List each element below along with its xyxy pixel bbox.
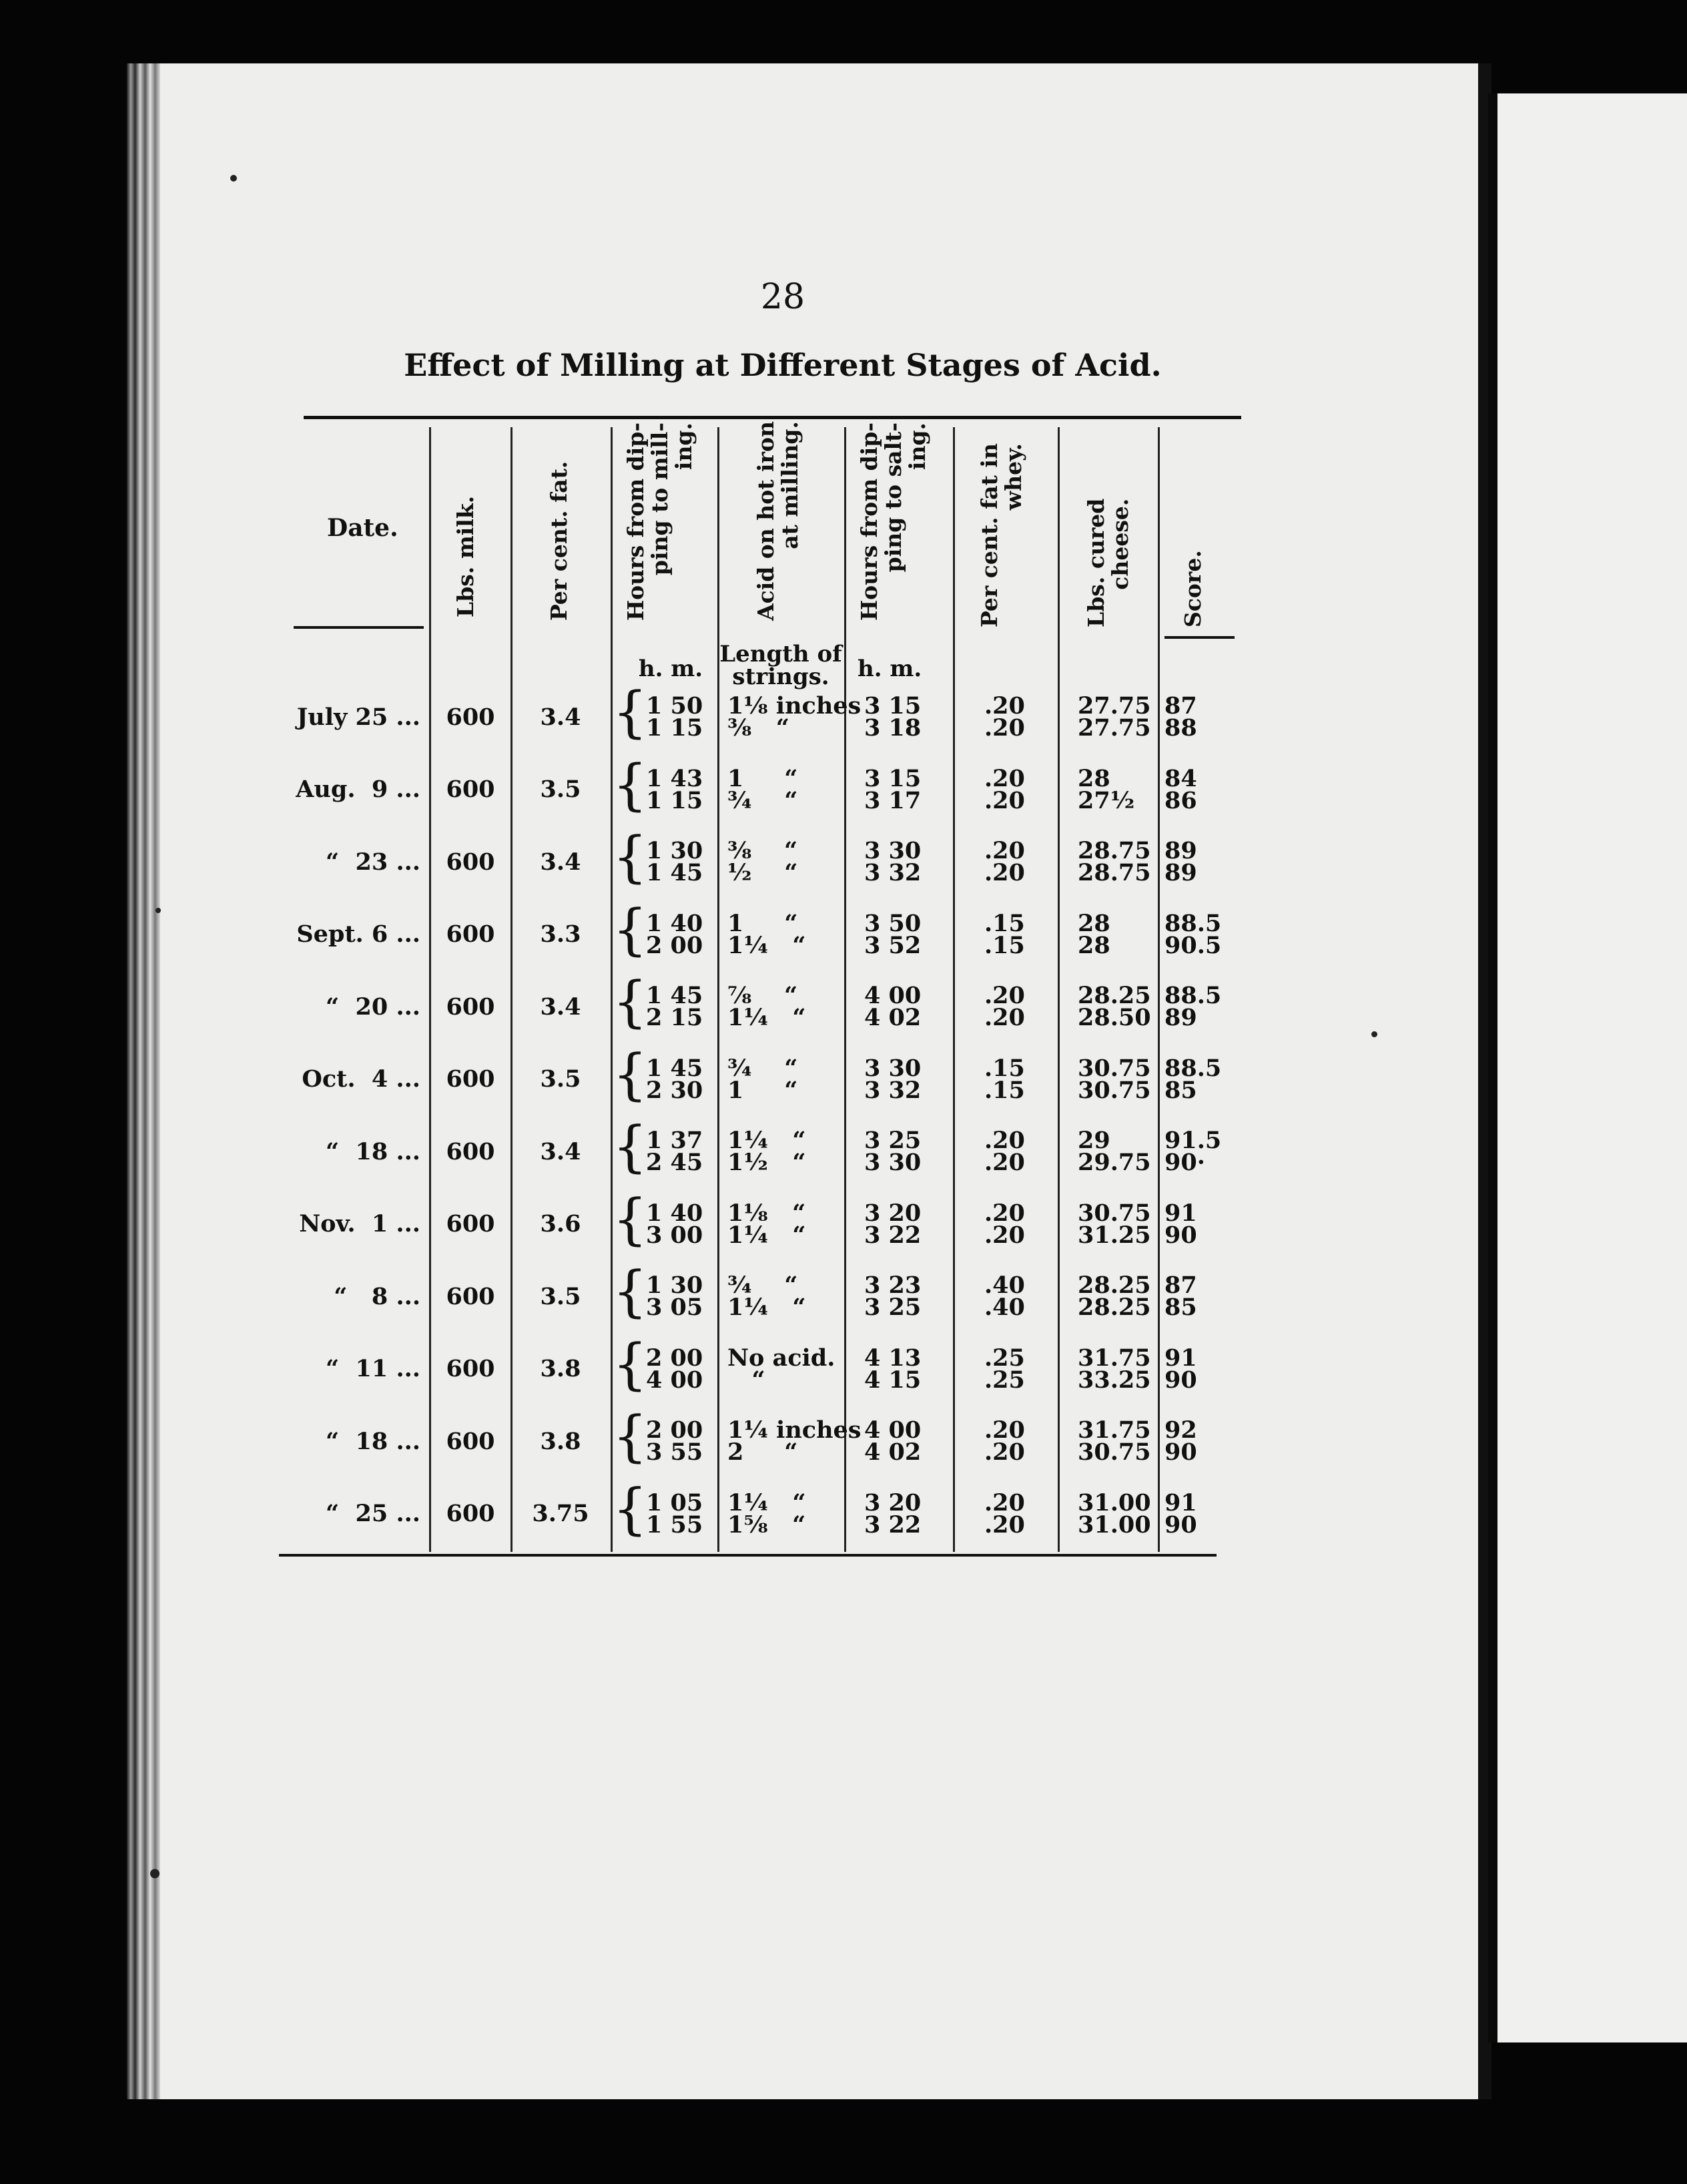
row-hours-to-salting: 3 52 bbox=[864, 931, 922, 959]
row-fat-in-whey: .20 bbox=[984, 714, 1025, 742]
row-hours-to-milling: 2 30 bbox=[646, 1076, 703, 1104]
header-lbs-cured-cheese: Lbs. cured cheese. bbox=[1083, 498, 1133, 627]
row-hours-to-salting: 3 20 bbox=[864, 1488, 922, 1517]
row-hours-to-milling: 1 37 bbox=[646, 1127, 703, 1154]
row-fat-in-whey: .20 bbox=[984, 837, 1025, 864]
row-score: 91 bbox=[1164, 1199, 1197, 1227]
row-lbs-cured-cheese: 28 bbox=[1078, 764, 1110, 792]
row-hours-to-salting: 4 15 bbox=[864, 1366, 922, 1394]
row-hours-to-milling: 1 43 bbox=[646, 764, 703, 792]
row-lbs-milk: 600 bbox=[446, 1210, 495, 1238]
row-date: “ 11 ... bbox=[326, 1355, 420, 1382]
row-lbs-cured-cheese: 30.75 bbox=[1078, 1199, 1151, 1227]
row-lbs-cured-cheese: 33.25 bbox=[1078, 1366, 1151, 1394]
row-hours-to-milling: 3 00 bbox=[646, 1221, 703, 1249]
row-fat-in-whey: .20 bbox=[984, 1004, 1025, 1031]
row-acid-strings: 1¼ “ bbox=[727, 1488, 806, 1517]
header-date: Date. bbox=[327, 514, 398, 542]
row-lbs-milk: 600 bbox=[446, 1427, 495, 1455]
row-acid-strings: 1 “ bbox=[727, 764, 798, 792]
row-date: Nov. 1 ... bbox=[299, 1210, 420, 1238]
row-lbs-cured-cheese: 28 bbox=[1078, 909, 1110, 937]
row-date: “ 18 ... bbox=[326, 1427, 420, 1455]
row-hours-to-salting: 4 02 bbox=[864, 1438, 922, 1466]
row-date: Sept. 6 ... bbox=[296, 920, 420, 948]
row-lbs-cured-cheese: 31.75 bbox=[1078, 1416, 1151, 1444]
row-hours-to-milling: 1 30 bbox=[646, 837, 703, 864]
row-lbs-cured-cheese: 28 bbox=[1078, 931, 1110, 959]
table-top-rule bbox=[304, 416, 1241, 419]
row-acid-strings: 1¼ inches bbox=[727, 1416, 862, 1444]
table-title: Effect of Milling at Different Stages of Acid. bbox=[404, 347, 1162, 383]
row-brace: { bbox=[613, 826, 648, 889]
row-score: 90 bbox=[1164, 1438, 1197, 1466]
row-brace: { bbox=[613, 1332, 648, 1396]
row-brace: { bbox=[613, 1115, 648, 1179]
row-score: 88.5 bbox=[1164, 909, 1222, 937]
row-lbs-milk: 600 bbox=[446, 1137, 495, 1165]
row-date: “ 8 ... bbox=[334, 1282, 420, 1310]
row-lbs-cured-cheese: 31.00 bbox=[1078, 1511, 1151, 1539]
row-per-cent-fat: 3.5 bbox=[540, 1282, 581, 1310]
date-header-rule bbox=[294, 626, 424, 629]
row-date: July 25 ... bbox=[296, 703, 420, 731]
row-fat-in-whey: .20 bbox=[984, 1511, 1025, 1539]
row-fat-in-whey: .15 bbox=[984, 1076, 1025, 1104]
row-score: 85 bbox=[1164, 1076, 1197, 1104]
row-brace: { bbox=[613, 1477, 648, 1541]
row-acid-strings: 1⅛ inches bbox=[727, 692, 862, 720]
row-score: 90 bbox=[1164, 1366, 1197, 1394]
row-score: 84 bbox=[1164, 764, 1197, 792]
row-lbs-cured-cheese: 29 bbox=[1078, 1127, 1110, 1154]
row-hours-to-milling: 1 45 bbox=[646, 859, 703, 886]
scan-speck bbox=[150, 1869, 159, 1878]
row-acid-strings: ¾ “ bbox=[727, 1272, 798, 1299]
row-lbs-cured-cheese: 28.50 bbox=[1078, 1004, 1151, 1031]
row-fat-in-whey: .20 bbox=[984, 786, 1025, 814]
row-hours-to-salting: 4 13 bbox=[864, 1344, 922, 1372]
row-hours-to-salting: 3 23 bbox=[864, 1272, 922, 1299]
row-score: 86 bbox=[1164, 786, 1197, 814]
row-date: “ 23 ... bbox=[326, 848, 420, 876]
row-hours-to-milling: 1 40 bbox=[646, 909, 703, 937]
row-lbs-milk: 600 bbox=[446, 1355, 495, 1382]
row-acid-strings: 1⅛ “ bbox=[727, 1199, 806, 1227]
row-brace: { bbox=[613, 753, 648, 817]
row-acid-strings: 1⅝ “ bbox=[727, 1511, 806, 1539]
row-acid-strings: “ bbox=[727, 1366, 765, 1394]
row-score: 87 bbox=[1164, 1272, 1197, 1299]
row-acid-strings: 1 “ bbox=[727, 909, 798, 937]
page-number: 28 bbox=[760, 277, 805, 317]
row-hours-to-milling: 2 00 bbox=[646, 1344, 703, 1372]
row-acid-strings: 1¼ “ bbox=[727, 1127, 806, 1154]
row-hours-to-milling: 2 15 bbox=[646, 1004, 703, 1031]
row-lbs-milk: 600 bbox=[446, 848, 495, 876]
header-hours-to-milling: Hours from dip- ping to mill- ing. bbox=[623, 422, 697, 621]
col-sep-8 bbox=[1158, 427, 1160, 1552]
row-score: 89 bbox=[1164, 859, 1197, 886]
subheader-h-m-salting: h. m. bbox=[858, 655, 922, 682]
row-score: 89 bbox=[1164, 1004, 1197, 1031]
row-fat-in-whey: .20 bbox=[984, 1488, 1025, 1517]
row-hours-to-milling: 2 00 bbox=[646, 931, 703, 959]
row-hours-to-salting: 3 50 bbox=[864, 909, 922, 937]
row-fat-in-whey: .15 bbox=[984, 931, 1025, 959]
row-hours-to-salting: 3 22 bbox=[864, 1221, 922, 1249]
row-score: 90 bbox=[1164, 1511, 1197, 1539]
header-per-cent-fat: Per cent. fat. bbox=[546, 461, 572, 621]
row-fat-in-whey: .15 bbox=[984, 1054, 1025, 1082]
row-brace: { bbox=[613, 1043, 648, 1107]
row-hours-to-milling: 1 05 bbox=[646, 1488, 703, 1517]
row-lbs-cured-cheese: 27.75 bbox=[1078, 714, 1151, 742]
row-brace: { bbox=[613, 1260, 648, 1324]
row-lbs-cured-cheese: 30.75 bbox=[1078, 1076, 1151, 1104]
row-per-cent-fat: 3.8 bbox=[540, 1355, 581, 1382]
row-acid-strings: ⅞ “ bbox=[727, 982, 798, 1009]
row-score: 91 bbox=[1164, 1344, 1197, 1372]
row-lbs-milk: 600 bbox=[446, 776, 495, 803]
scan-speck bbox=[230, 175, 237, 182]
header-acid-hot-iron: Acid on hot iron at milling. bbox=[753, 421, 803, 621]
score-header-rule bbox=[1164, 636, 1235, 639]
row-hours-to-milling: 1 45 bbox=[646, 982, 703, 1009]
row-fat-in-whey: .25 bbox=[984, 1366, 1025, 1394]
row-lbs-cured-cheese: 28.75 bbox=[1078, 859, 1151, 886]
row-lbs-cured-cheese: 31.75 bbox=[1078, 1344, 1151, 1372]
row-hours-to-salting: 3 25 bbox=[864, 1294, 922, 1321]
row-score: 88 bbox=[1164, 714, 1197, 742]
row-lbs-cured-cheese: 27½ bbox=[1078, 786, 1135, 814]
row-fat-in-whey: .20 bbox=[984, 982, 1025, 1009]
row-score: 91 bbox=[1164, 1488, 1197, 1517]
row-fat-in-whey: .20 bbox=[984, 764, 1025, 792]
row-lbs-milk: 600 bbox=[446, 993, 495, 1021]
row-score: 89 bbox=[1164, 837, 1197, 864]
row-score: 92 bbox=[1164, 1416, 1197, 1444]
row-fat-in-whey: .20 bbox=[984, 1149, 1025, 1176]
row-per-cent-fat: 3.8 bbox=[540, 1427, 581, 1455]
row-date: “ 25 ... bbox=[326, 1500, 420, 1527]
row-hours-to-milling: 1 50 bbox=[646, 692, 703, 720]
row-fat-in-whey: .40 bbox=[984, 1294, 1025, 1321]
row-lbs-cured-cheese: 31.00 bbox=[1078, 1488, 1151, 1517]
col-sep-4 bbox=[717, 427, 719, 1552]
row-acid-strings: 1¼ “ bbox=[727, 1004, 806, 1031]
row-acid-strings: 1¼ “ bbox=[727, 1221, 806, 1249]
row-hours-to-salting: 3 20 bbox=[864, 1199, 922, 1227]
row-acid-strings: ⅜ “ bbox=[727, 714, 789, 742]
header-lbs-milk: Lbs. milk. bbox=[452, 495, 478, 617]
scan-speck bbox=[155, 908, 161, 913]
row-fat-in-whey: .25 bbox=[984, 1344, 1025, 1372]
row-hours-to-milling: 1 15 bbox=[646, 786, 703, 814]
row-acid-strings: 1¼ “ bbox=[727, 931, 806, 959]
row-score: 88.5 bbox=[1164, 982, 1222, 1009]
row-lbs-cured-cheese: 28.75 bbox=[1078, 837, 1151, 864]
row-hours-to-salting: 4 02 bbox=[864, 1004, 922, 1031]
row-hours-to-milling: 1 40 bbox=[646, 1199, 703, 1227]
row-hours-to-salting: 3 18 bbox=[864, 714, 922, 742]
row-score: 87 bbox=[1164, 692, 1197, 720]
row-hours-to-milling: 1 30 bbox=[646, 1272, 703, 1299]
row-date: Oct. 4 ... bbox=[302, 1065, 420, 1093]
row-score: 85 bbox=[1164, 1294, 1197, 1321]
row-lbs-cured-cheese: 27.75 bbox=[1078, 692, 1151, 720]
row-acid-strings: ¾ “ bbox=[727, 1054, 798, 1082]
row-score: 91.5 bbox=[1164, 1127, 1222, 1154]
header-score: Score. bbox=[1180, 550, 1206, 627]
row-date: “ 20 ... bbox=[326, 993, 420, 1021]
col-sep-6 bbox=[953, 427, 955, 1552]
row-hours-to-salting: 3 17 bbox=[864, 786, 922, 814]
row-fat-in-whey: .40 bbox=[984, 1272, 1025, 1299]
facing-page-edge bbox=[1488, 93, 1687, 2042]
row-brace: { bbox=[613, 971, 648, 1034]
row-hours-to-salting: 3 22 bbox=[864, 1511, 922, 1539]
row-lbs-milk: 600 bbox=[446, 1500, 495, 1527]
row-hours-to-salting: 3 30 bbox=[864, 1149, 922, 1176]
row-lbs-cured-cheese: 28.25 bbox=[1078, 1272, 1151, 1299]
row-hours-to-milling: 2 45 bbox=[646, 1149, 703, 1176]
row-per-cent-fat: 3.5 bbox=[540, 776, 581, 803]
col-sep-7 bbox=[1058, 427, 1060, 1552]
row-hours-to-milling: 1 55 bbox=[646, 1511, 703, 1539]
row-acid-strings: 1½ “ bbox=[727, 1149, 806, 1176]
row-date: Aug. 9 ... bbox=[296, 776, 420, 803]
row-lbs-cured-cheese: 29.75 bbox=[1078, 1149, 1151, 1176]
row-hours-to-milling: 1 15 bbox=[646, 714, 703, 742]
row-hours-to-salting: 4 00 bbox=[864, 982, 922, 1009]
row-acid-strings: ¾ “ bbox=[727, 786, 798, 814]
table-bottom-rule bbox=[279, 1554, 1217, 1557]
row-lbs-cured-cheese: 30.75 bbox=[1078, 1438, 1151, 1466]
row-hours-to-milling: 2 00 bbox=[646, 1416, 703, 1444]
row-per-cent-fat: 3.4 bbox=[540, 703, 581, 731]
row-acid-strings: No acid. bbox=[727, 1344, 835, 1372]
row-fat-in-whey: .20 bbox=[984, 692, 1025, 720]
row-hours-to-salting: 3 32 bbox=[864, 1076, 922, 1104]
row-hours-to-salting: 3 25 bbox=[864, 1127, 922, 1154]
subheader-length-of-strings: Length of strings. bbox=[719, 641, 842, 690]
row-hours-to-milling: 3 55 bbox=[646, 1438, 703, 1466]
row-score: 88.5 bbox=[1164, 1054, 1222, 1082]
row-hours-to-salting: 3 32 bbox=[864, 859, 922, 886]
row-per-cent-fat: 3.4 bbox=[540, 993, 581, 1021]
row-per-cent-fat: 3.4 bbox=[540, 848, 581, 876]
row-acid-strings: 1 “ bbox=[727, 1076, 798, 1104]
row-brace: { bbox=[613, 898, 648, 962]
header-fat-in-whey: Per cent. fat in whey. bbox=[976, 443, 1026, 627]
col-sep-5 bbox=[844, 427, 846, 1552]
row-hours-to-salting: 3 15 bbox=[864, 764, 922, 792]
row-hours-to-salting: 3 15 bbox=[864, 692, 922, 720]
header-hours-to-salting: Hours from dip- ping to salt- ing. bbox=[856, 422, 930, 621]
col-sep-2 bbox=[511, 427, 513, 1552]
row-acid-strings: ½ “ bbox=[727, 859, 798, 886]
row-hours-to-milling: 3 05 bbox=[646, 1294, 703, 1321]
row-acid-strings: ⅜ “ bbox=[727, 837, 798, 864]
row-acid-strings: 1¼ “ bbox=[727, 1294, 806, 1321]
row-per-cent-fat: 3.4 bbox=[540, 1137, 581, 1165]
row-hours-to-milling: 4 00 bbox=[646, 1366, 703, 1394]
row-lbs-cured-cheese: 28.25 bbox=[1078, 982, 1151, 1009]
row-score: 90.5 bbox=[1164, 931, 1222, 959]
col-sep-1 bbox=[429, 427, 431, 1552]
row-lbs-cured-cheese: 31.25 bbox=[1078, 1221, 1151, 1249]
row-fat-in-whey: .20 bbox=[984, 1199, 1025, 1227]
row-fat-in-whey: .15 bbox=[984, 909, 1025, 937]
row-fat-in-whey: .20 bbox=[984, 1416, 1025, 1444]
row-lbs-milk: 600 bbox=[446, 1065, 495, 1093]
row-hours-to-milling: 1 45 bbox=[646, 1054, 703, 1082]
row-brace: { bbox=[613, 1405, 648, 1468]
row-per-cent-fat: 3.75 bbox=[532, 1500, 589, 1527]
row-brace: { bbox=[613, 1187, 648, 1252]
row-fat-in-whey: .20 bbox=[984, 1127, 1025, 1154]
row-score: 90· bbox=[1164, 1149, 1205, 1176]
row-lbs-cured-cheese: 28.25 bbox=[1078, 1294, 1151, 1321]
row-fat-in-whey: .20 bbox=[984, 1221, 1025, 1249]
row-lbs-milk: 600 bbox=[446, 703, 495, 731]
row-per-cent-fat: 3.3 bbox=[540, 920, 581, 948]
row-per-cent-fat: 3.6 bbox=[540, 1210, 581, 1238]
row-per-cent-fat: 3.5 bbox=[540, 1065, 581, 1093]
row-date: “ 18 ... bbox=[326, 1137, 420, 1165]
row-score: 90 bbox=[1164, 1221, 1197, 1249]
row-lbs-cured-cheese: 30.75 bbox=[1078, 1054, 1151, 1082]
row-fat-in-whey: .20 bbox=[984, 1438, 1025, 1466]
row-brace: { bbox=[613, 681, 648, 744]
row-fat-in-whey: .20 bbox=[984, 859, 1025, 886]
row-hours-to-salting: 3 30 bbox=[864, 1054, 922, 1082]
subheader-h-m-milling: h. m. bbox=[638, 655, 703, 682]
row-hours-to-salting: 3 30 bbox=[864, 837, 922, 864]
row-lbs-milk: 600 bbox=[446, 1282, 495, 1310]
row-hours-to-salting: 4 00 bbox=[864, 1416, 922, 1444]
row-acid-strings: 2 “ bbox=[727, 1438, 798, 1466]
row-lbs-milk: 600 bbox=[446, 920, 495, 948]
scan-speck bbox=[1371, 1031, 1377, 1037]
